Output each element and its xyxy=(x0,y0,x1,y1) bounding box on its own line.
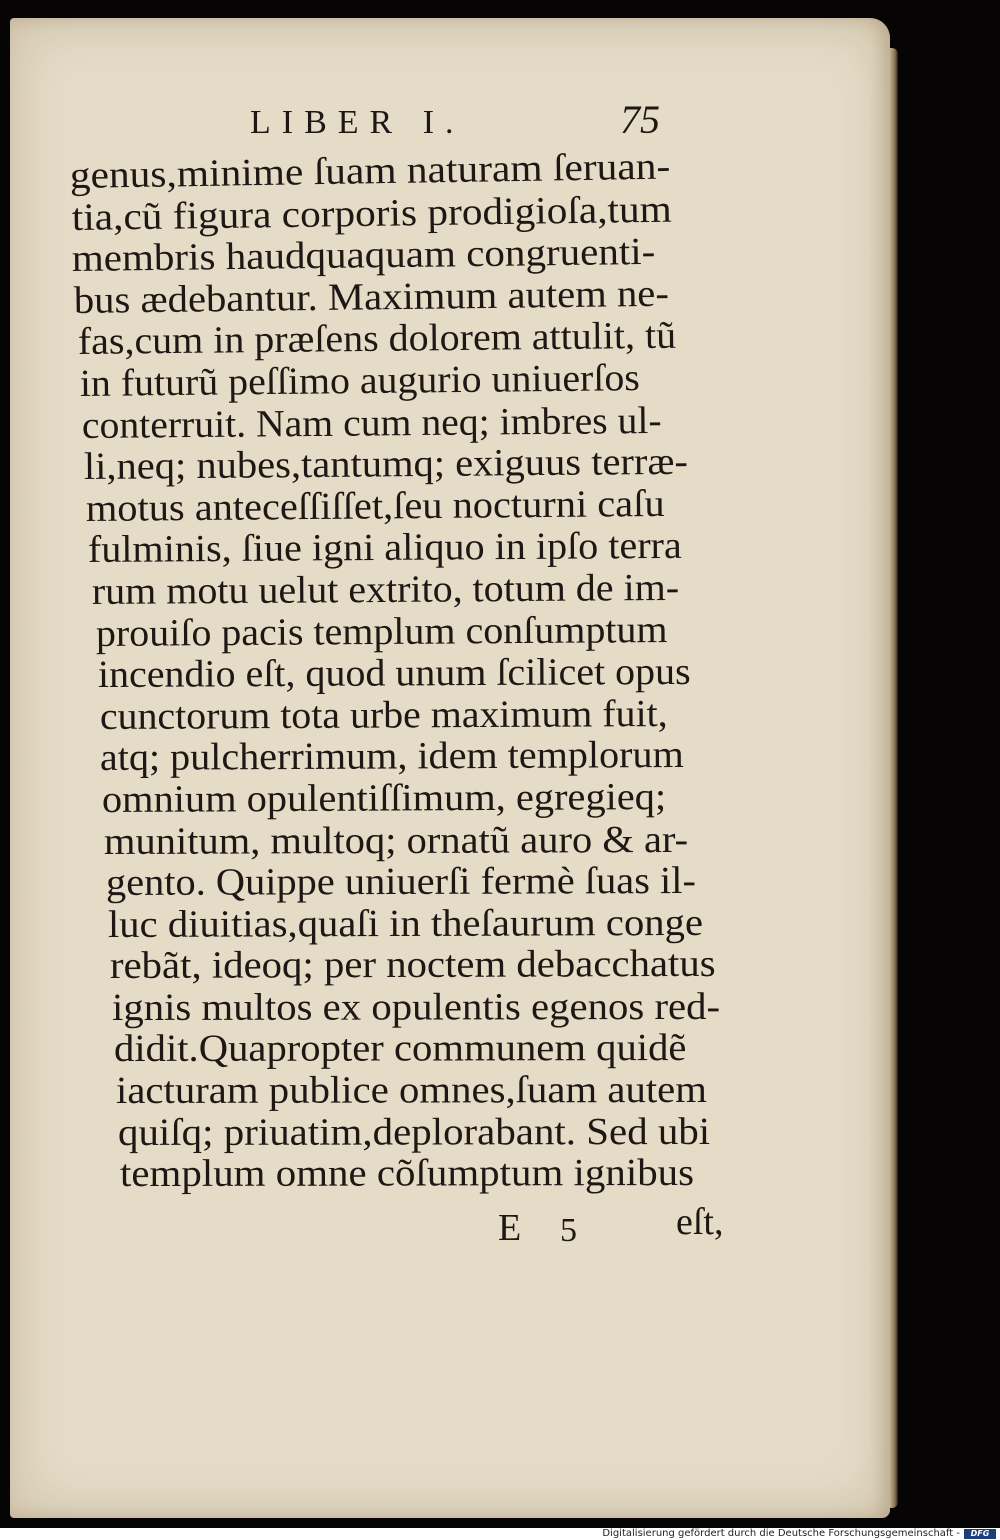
text-line: ignis multos ex opulentis egenos red- xyxy=(111,985,721,1029)
text-line: quiſq; priuatim,deplorabant. Sed ubi xyxy=(117,1110,711,1154)
body-text xyxy=(69,145,721,1196)
text-line: munitum, multoq; ornatũ auro & ar- xyxy=(103,818,689,863)
text-line: genus,minime ſuam naturam ſeruan- xyxy=(69,145,671,197)
text-line: rum motu uelut extrito, totum de im- xyxy=(91,566,680,613)
text-line: in futurũ peſſimo augurio uniuerſos xyxy=(79,357,641,405)
catchword: eſt, xyxy=(676,1201,724,1243)
text-line: motus anteceſſiſſet,ſeu nocturni caſu xyxy=(85,482,665,530)
text-line: omnium opulentiſſimum, egregieq; xyxy=(101,775,667,821)
text-line: gento. Quippe uniuerſi fermè ſuas il- xyxy=(105,860,696,905)
text-line: bus ædebantur. Maximum autem ne- xyxy=(73,272,670,322)
text-line: conterruit. Nam cum neq; imbres ul- xyxy=(81,399,662,447)
text-line: cunctorum tota urbe maximum fuit, xyxy=(99,692,668,738)
text-line: fulminis, ſiue igni aliquo in ipſo terra xyxy=(87,525,682,572)
text-line: luc diuitias,quaſi in theſaurum conge xyxy=(107,901,704,946)
text-line: membris haudquaquam congruenti- xyxy=(71,231,656,281)
page-fore-edge xyxy=(890,48,898,1508)
text-line: iacturam publice omnes,ſuam autem xyxy=(115,1069,708,1113)
text-line: rebãt, ideoq; per noctem debacchatus xyxy=(109,943,716,988)
funding-credit: Digitalisierung gefördert durch die Deutsche Forschungsgemeinschaft - xyxy=(602,1528,960,1539)
text-line: tia,cũ figura corporis prodigioſa,tum xyxy=(71,188,673,239)
text-line: prouiſo pacis templum conſumptum xyxy=(95,608,668,655)
text-line: fas,cum in præſens dolorem attulit, tũ xyxy=(77,315,677,364)
running-head: LIBER I. xyxy=(250,104,465,141)
signature-mark: E xyxy=(498,1207,522,1249)
text-line: templum omne cõſumptum ignibus xyxy=(119,1152,695,1196)
page-number: 75 xyxy=(620,97,660,142)
text-line: atq; pulcherrimum, idem templorum xyxy=(99,734,684,780)
dfg-logo: DFG xyxy=(964,1529,996,1539)
digitization-footer xyxy=(0,1528,1000,1540)
text-line: li,neq; nubes,tantumq; exiguus terræ- xyxy=(83,440,689,489)
text-line: didit.Quapropter communem quidẽ xyxy=(113,1027,687,1071)
text-line: incendio eſt, quod unum ſcilicet opus xyxy=(97,651,691,697)
signature-number: 5 xyxy=(560,1212,577,1249)
